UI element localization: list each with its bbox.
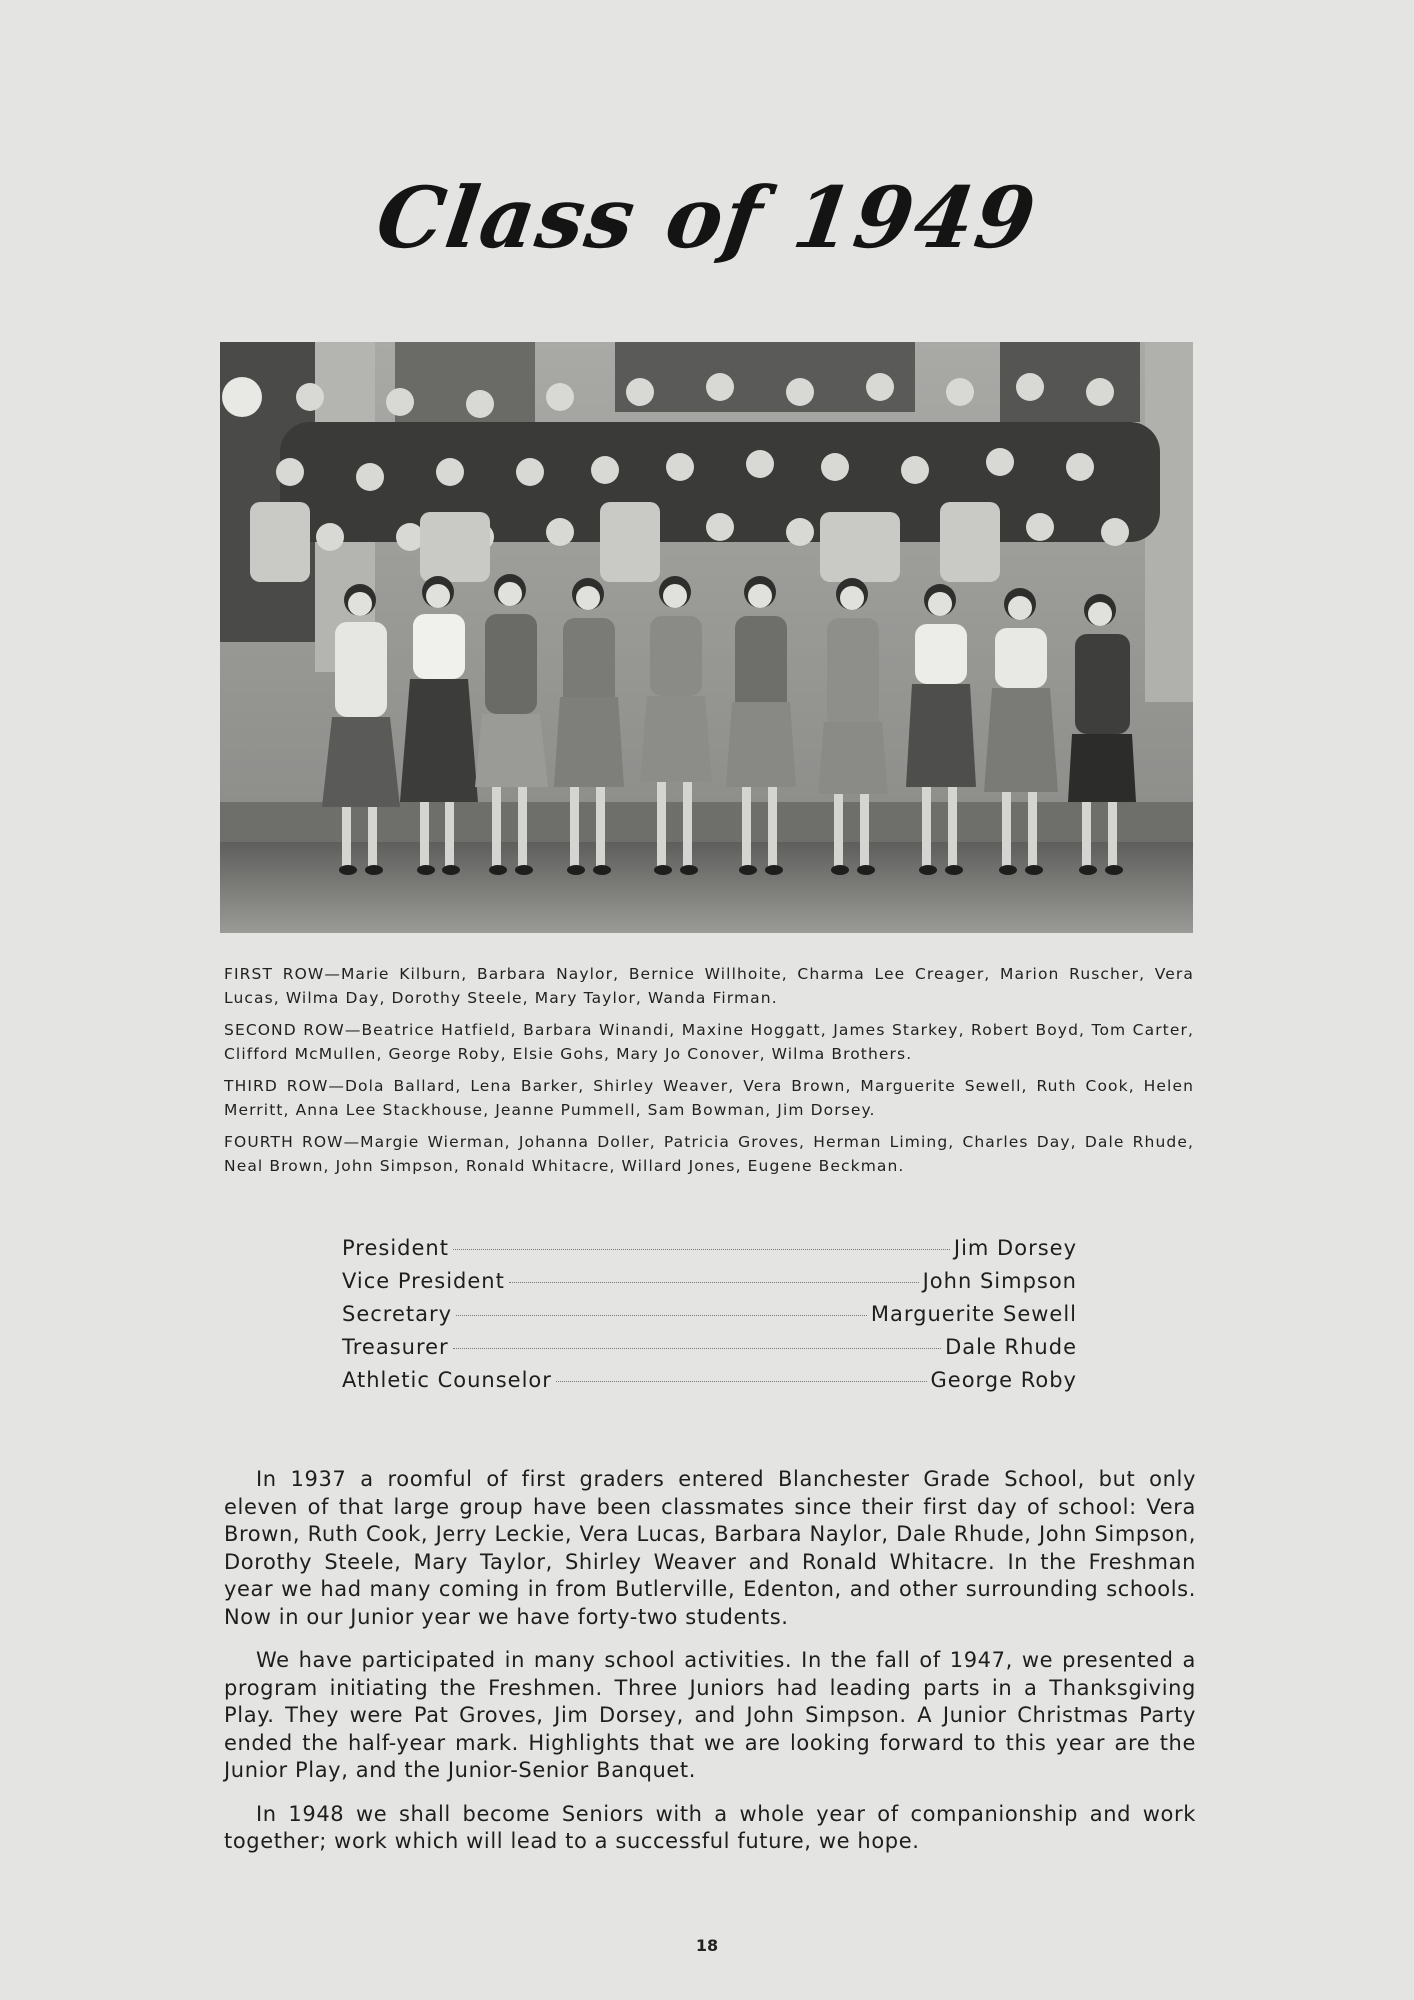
officer-row	[342, 1302, 1077, 1335]
officer-name: Dale Rhude	[945, 1335, 1077, 1359]
page-number: 18	[695, 1936, 719, 1955]
officer-role: Vice President	[342, 1269, 505, 1293]
class-group-photo	[220, 342, 1193, 933]
history-paragraph: In 1948 we shall become Seniors with a whole year of companionship and work together; work which will lead to a successful future, we hope.	[224, 1801, 1196, 1853]
officer-name: Marguerite Sewell	[870, 1302, 1077, 1326]
officers-list	[342, 1236, 1077, 1401]
class-history	[224, 1466, 1196, 1872]
caption-fourth-row: FOURTH ROW—Margie Wierman, Johanna Doller, Patricia Groves, Herman Liming, Charles Day, Dale Rhude, Neal Brown, John Simpson, Ronald Whitacre, Willard Jones, Eugene Beckman.	[224, 1133, 1194, 1175]
dot-leader	[509, 1282, 919, 1283]
photo-captions	[224, 962, 1194, 1186]
dot-leader	[556, 1381, 927, 1382]
officer-name: John Simpson	[922, 1269, 1077, 1293]
caption-third-row: THIRD ROW—Dola Ballard, Lena Barker, Shirley Weaver, Vera Brown, Marguerite Sewell, Ruth Cook, Helen Merritt, Anna Lee Stackhouse, Jeanne Pummell, Sam Bowman, Jim Dorsey.	[224, 1077, 1194, 1119]
officer-role: President	[342, 1236, 449, 1260]
officer-row	[342, 1269, 1077, 1302]
dot-leader	[456, 1315, 867, 1316]
dot-leader	[453, 1348, 941, 1349]
officer-name: Jim Dorsey	[953, 1236, 1077, 1260]
officer-role: Athletic Counselor	[342, 1368, 552, 1392]
history-paragraph: We have participated in many school activities. In the fall of 1947, we presented a program initiating the Freshmen. Three Juniors had leading parts in a Thanksgiving Play. They were Pat Groves, Jim Dorsey, and John Simpson. A Junior Christmas Party ended the half-year mark. Highlights that we are looking forward to this year are the Junior Play, and the Junior-Senior Banquet.	[224, 1648, 1196, 1782]
officer-name: George Roby	[930, 1368, 1077, 1392]
page-title: Class of 1949	[370, 168, 1044, 267]
officer-row	[342, 1236, 1077, 1269]
officer-role: Treasurer	[342, 1335, 449, 1359]
officer-row	[342, 1368, 1077, 1401]
dot-leader	[453, 1249, 950, 1250]
caption-second-row: SECOND ROW—Beatrice Hatfield, Barbara Winandi, Maxine Hoggatt, James Starkey, Robert Boyd, Tom Carter, Clifford McMullen, George Roby, Elsie Gohs, Mary Jo Conover, Wilma Brothers.	[224, 1021, 1194, 1063]
officer-row	[342, 1335, 1077, 1368]
officer-role: Secretary	[342, 1302, 453, 1326]
history-paragraph: In 1937 a roomful of first graders entered Blanchester Grade School, but only eleven of that large group have been classmates since their first day of school: Vera Brown, Ruth Cook, Jerry Leckie, Vera Lucas, Barbara Naylor, Dale Rhude, John Simpson, Dorothy Steele, Mary Taylor, Shirley Weaver and Ronald Whitacre. In the Freshman year we had many coming in from Butlerville, Edenton, and other surrounding schools. Now in our Junior year we have forty-two students.	[224, 1467, 1196, 1629]
caption-first-row: FIRST ROW—Marie Kilburn, Barbara Naylor, Bernice Willhoite, Charma Lee Creager, Marion Ruscher, Vera Lucas, Wilma Day, Dorothy Steele, Mary Taylor, Wanda Firman.	[224, 965, 1194, 1007]
